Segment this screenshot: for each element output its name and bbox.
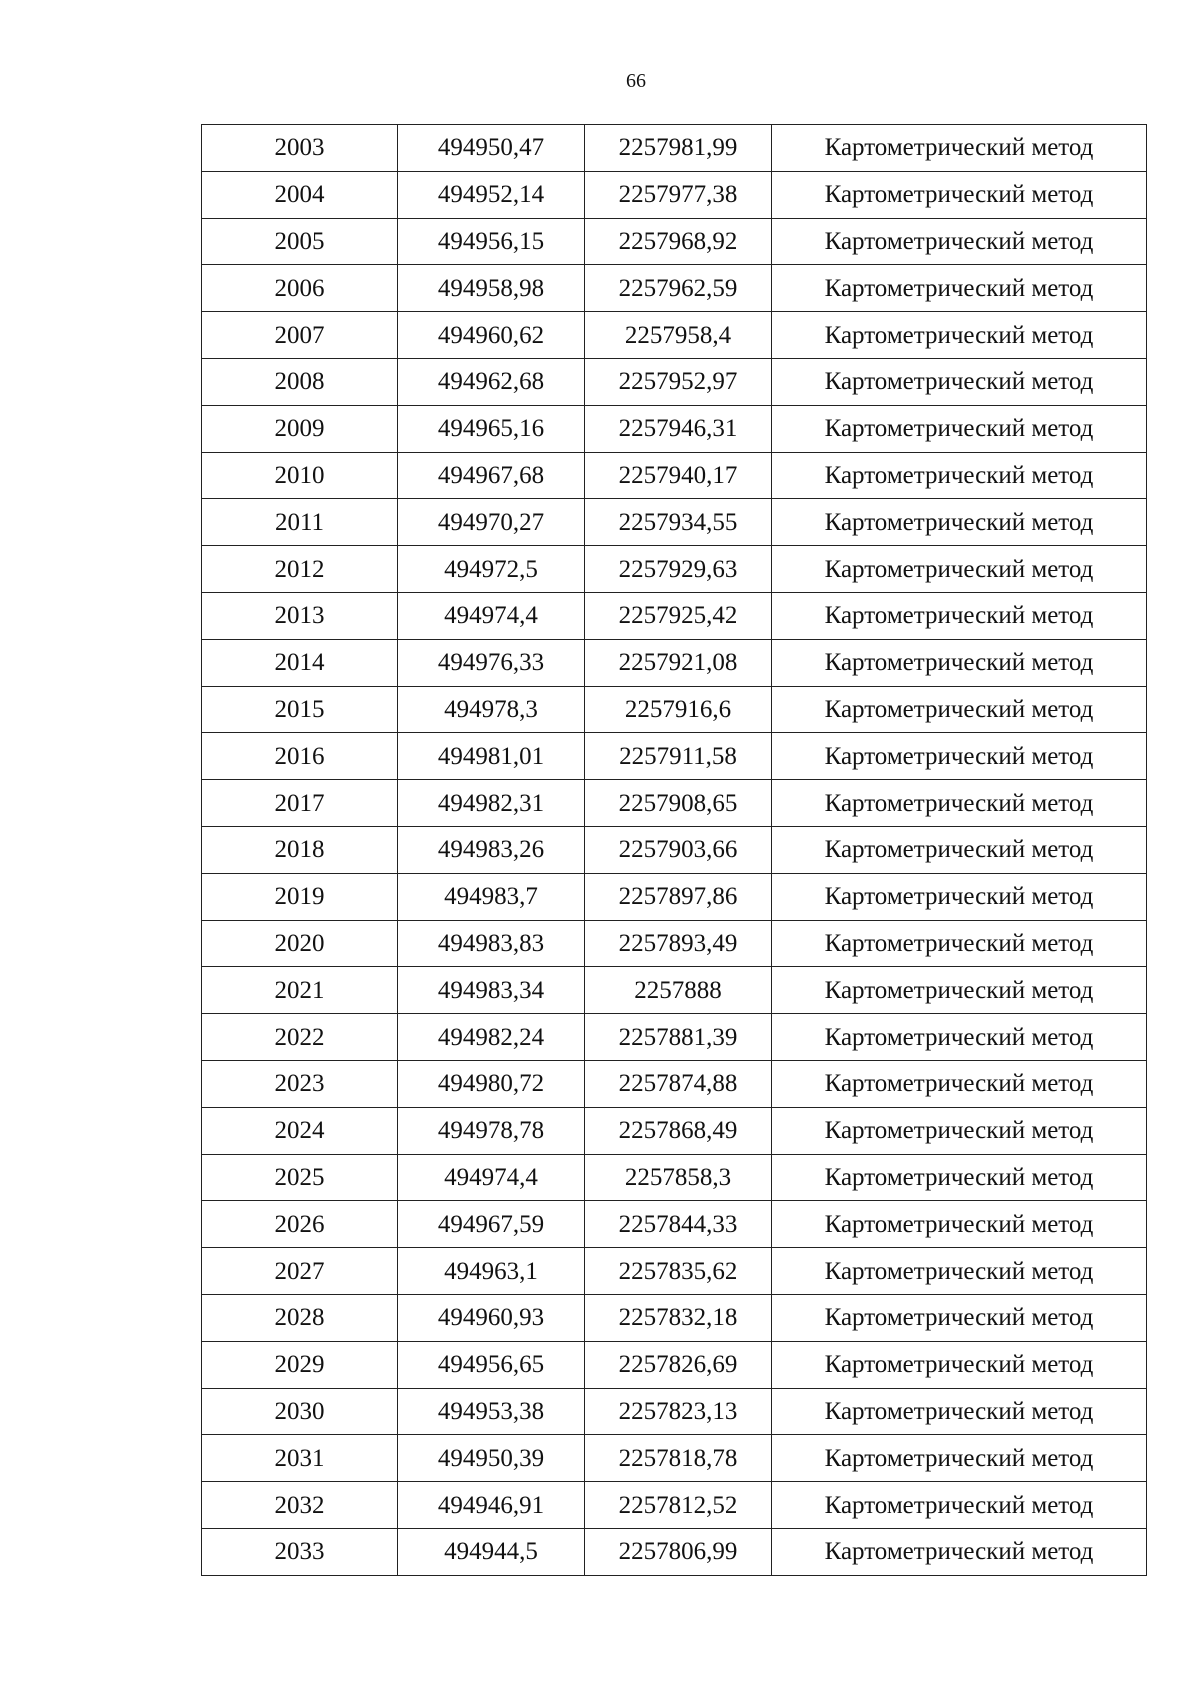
table-row: [202, 733, 1147, 780]
point-number-cell: 2004: [202, 171, 398, 218]
table-row: [202, 686, 1147, 733]
y-coordinate-cell: 2257858,3: [585, 1154, 772, 1201]
method-cell: Картометрический метод: [772, 358, 1147, 405]
method-cell: Картометрический метод: [772, 1528, 1147, 1575]
y-coordinate-cell: 2257952,97: [585, 358, 772, 405]
table-row: [202, 1060, 1147, 1107]
point-number-cell: 2012: [202, 546, 398, 593]
table-row: [202, 218, 1147, 265]
y-coordinate-cell: 2257832,18: [585, 1294, 772, 1341]
y-coordinate-cell: 2257806,99: [585, 1528, 772, 1575]
point-number-cell: 2019: [202, 873, 398, 920]
method-cell: Картометрический метод: [772, 826, 1147, 873]
point-number-cell: 2013: [202, 592, 398, 639]
point-number-cell: 2027: [202, 1248, 398, 1295]
x-coordinate-cell: 494974,4: [398, 1154, 585, 1201]
method-cell: Картометрический метод: [772, 1341, 1147, 1388]
y-coordinate-cell: 2257925,42: [585, 592, 772, 639]
method-cell: Картометрический метод: [772, 452, 1147, 499]
x-coordinate-cell: 494976,33: [398, 639, 585, 686]
method-cell: Картометрический метод: [772, 873, 1147, 920]
method-cell: Картометрический метод: [772, 171, 1147, 218]
y-coordinate-cell: 2257911,58: [585, 733, 772, 780]
x-coordinate-cell: 494981,01: [398, 733, 585, 780]
x-coordinate-cell: 494983,34: [398, 967, 585, 1014]
x-coordinate-cell: 494978,78: [398, 1107, 585, 1154]
x-coordinate-cell: 494960,93: [398, 1294, 585, 1341]
table-row: [202, 967, 1147, 1014]
x-coordinate-cell: 494972,5: [398, 546, 585, 593]
y-coordinate-cell: 2257881,39: [585, 1014, 772, 1061]
point-number-cell: 2008: [202, 358, 398, 405]
x-coordinate-cell: 494950,47: [398, 125, 585, 172]
table-row: [202, 171, 1147, 218]
point-number-cell: 2010: [202, 452, 398, 499]
method-cell: Картометрический метод: [772, 920, 1147, 967]
x-coordinate-cell: 494983,7: [398, 873, 585, 920]
method-cell: Картометрический метод: [772, 592, 1147, 639]
table-row: [202, 312, 1147, 359]
table-row: [202, 1201, 1147, 1248]
method-cell: Картометрический метод: [772, 405, 1147, 452]
y-coordinate-cell: 2257897,86: [585, 873, 772, 920]
point-number-cell: 2007: [202, 312, 398, 359]
method-cell: Картометрический метод: [772, 686, 1147, 733]
point-number-cell: 2023: [202, 1060, 398, 1107]
method-cell: Картометрический метод: [772, 1201, 1147, 1248]
table-row: [202, 1107, 1147, 1154]
table-row: [202, 1528, 1147, 1575]
table-row: [202, 452, 1147, 499]
table-row: [202, 1154, 1147, 1201]
x-coordinate-cell: 494960,62: [398, 312, 585, 359]
method-cell: Картометрический метод: [772, 1154, 1147, 1201]
point-number-cell: 2020: [202, 920, 398, 967]
method-cell: Картометрический метод: [772, 1294, 1147, 1341]
coordinates-table: [201, 124, 1147, 1576]
y-coordinate-cell: 2257958,4: [585, 312, 772, 359]
y-coordinate-cell: 2257903,66: [585, 826, 772, 873]
y-coordinate-cell: 2257826,69: [585, 1341, 772, 1388]
x-coordinate-cell: 494965,16: [398, 405, 585, 452]
y-coordinate-cell: 2257844,33: [585, 1201, 772, 1248]
table-row: [202, 358, 1147, 405]
table-row: [202, 499, 1147, 546]
method-cell: Картометрический метод: [772, 1014, 1147, 1061]
point-number-cell: 2029: [202, 1341, 398, 1388]
page-number: 66: [626, 70, 646, 92]
method-cell: Картометрический метод: [772, 1060, 1147, 1107]
y-coordinate-cell: 2257835,62: [585, 1248, 772, 1295]
table-row: [202, 1388, 1147, 1435]
point-number-cell: 2026: [202, 1201, 398, 1248]
point-number-cell: 2025: [202, 1154, 398, 1201]
table-row: [202, 780, 1147, 827]
method-cell: Картометрический метод: [772, 312, 1147, 359]
point-number-cell: 2009: [202, 405, 398, 452]
method-cell: Картометрический метод: [772, 780, 1147, 827]
table-row: [202, 920, 1147, 967]
table-row: [202, 546, 1147, 593]
method-cell: Картометрический метод: [772, 639, 1147, 686]
method-cell: Картометрический метод: [772, 499, 1147, 546]
x-coordinate-cell: 494982,24: [398, 1014, 585, 1061]
x-coordinate-cell: 494967,68: [398, 452, 585, 499]
point-number-cell: 2028: [202, 1294, 398, 1341]
x-coordinate-cell: 494983,83: [398, 920, 585, 967]
table-row: [202, 1248, 1147, 1295]
method-cell: Картометрический метод: [772, 1388, 1147, 1435]
method-cell: Картометрический метод: [772, 1435, 1147, 1482]
table-row: [202, 592, 1147, 639]
point-number-cell: 2016: [202, 733, 398, 780]
table-row: [202, 1482, 1147, 1529]
table-row: [202, 873, 1147, 920]
point-number-cell: 2011: [202, 499, 398, 546]
method-cell: Картометрический метод: [772, 265, 1147, 312]
y-coordinate-cell: 2257812,52: [585, 1482, 772, 1529]
x-coordinate-cell: 494956,15: [398, 218, 585, 265]
point-number-cell: 2003: [202, 125, 398, 172]
y-coordinate-cell: 2257929,63: [585, 546, 772, 593]
x-coordinate-cell: 494944,5: [398, 1528, 585, 1575]
y-coordinate-cell: 2257921,08: [585, 639, 772, 686]
x-coordinate-cell: 494963,1: [398, 1248, 585, 1295]
y-coordinate-cell: 2257934,55: [585, 499, 772, 546]
table-row: [202, 639, 1147, 686]
point-number-cell: 2033: [202, 1528, 398, 1575]
method-cell: Картометрический метод: [772, 967, 1147, 1014]
method-cell: Картометрический метод: [772, 1248, 1147, 1295]
point-number-cell: 2017: [202, 780, 398, 827]
x-coordinate-cell: 494952,14: [398, 171, 585, 218]
table-row: [202, 265, 1147, 312]
method-cell: Картометрический метод: [772, 733, 1147, 780]
y-coordinate-cell: 2257818,78: [585, 1435, 772, 1482]
y-coordinate-cell: 2257962,59: [585, 265, 772, 312]
coordinates-table-body: [202, 125, 1147, 1576]
table-row: [202, 125, 1147, 172]
x-coordinate-cell: 494974,4: [398, 592, 585, 639]
x-coordinate-cell: 494950,39: [398, 1435, 585, 1482]
point-number-cell: 2018: [202, 826, 398, 873]
table-row: [202, 405, 1147, 452]
x-coordinate-cell: 494980,72: [398, 1060, 585, 1107]
y-coordinate-cell: 2257940,17: [585, 452, 772, 499]
method-cell: Картометрический метод: [772, 1107, 1147, 1154]
x-coordinate-cell: 494962,68: [398, 358, 585, 405]
point-number-cell: 2014: [202, 639, 398, 686]
method-cell: Картометрический метод: [772, 546, 1147, 593]
point-number-cell: 2032: [202, 1482, 398, 1529]
y-coordinate-cell: 2257977,38: [585, 171, 772, 218]
x-coordinate-cell: 494983,26: [398, 826, 585, 873]
x-coordinate-cell: 494982,31: [398, 780, 585, 827]
point-number-cell: 2030: [202, 1388, 398, 1435]
y-coordinate-cell: 2257888: [585, 967, 772, 1014]
y-coordinate-cell: 2257874,88: [585, 1060, 772, 1107]
y-coordinate-cell: 2257946,31: [585, 405, 772, 452]
point-number-cell: 2031: [202, 1435, 398, 1482]
method-cell: Картометрический метод: [772, 125, 1147, 172]
y-coordinate-cell: 2257868,49: [585, 1107, 772, 1154]
y-coordinate-cell: 2257916,6: [585, 686, 772, 733]
point-number-cell: 2015: [202, 686, 398, 733]
table-row: [202, 1294, 1147, 1341]
x-coordinate-cell: 494978,3: [398, 686, 585, 733]
x-coordinate-cell: 494953,38: [398, 1388, 585, 1435]
y-coordinate-cell: 2257908,65: [585, 780, 772, 827]
point-number-cell: 2022: [202, 1014, 398, 1061]
y-coordinate-cell: 2257968,92: [585, 218, 772, 265]
table-row: [202, 1014, 1147, 1061]
point-number-cell: 2005: [202, 218, 398, 265]
y-coordinate-cell: 2257981,99: [585, 125, 772, 172]
point-number-cell: 2021: [202, 967, 398, 1014]
table-row: [202, 1341, 1147, 1388]
point-number-cell: 2006: [202, 265, 398, 312]
y-coordinate-cell: 2257893,49: [585, 920, 772, 967]
point-number-cell: 2024: [202, 1107, 398, 1154]
method-cell: Картометрический метод: [772, 1482, 1147, 1529]
x-coordinate-cell: 494956,65: [398, 1341, 585, 1388]
y-coordinate-cell: 2257823,13: [585, 1388, 772, 1435]
x-coordinate-cell: 494958,98: [398, 265, 585, 312]
table-row: [202, 1435, 1147, 1482]
x-coordinate-cell: 494967,59: [398, 1201, 585, 1248]
x-coordinate-cell: 494946,91: [398, 1482, 585, 1529]
table-row: [202, 826, 1147, 873]
method-cell: Картометрический метод: [772, 218, 1147, 265]
x-coordinate-cell: 494970,27: [398, 499, 585, 546]
